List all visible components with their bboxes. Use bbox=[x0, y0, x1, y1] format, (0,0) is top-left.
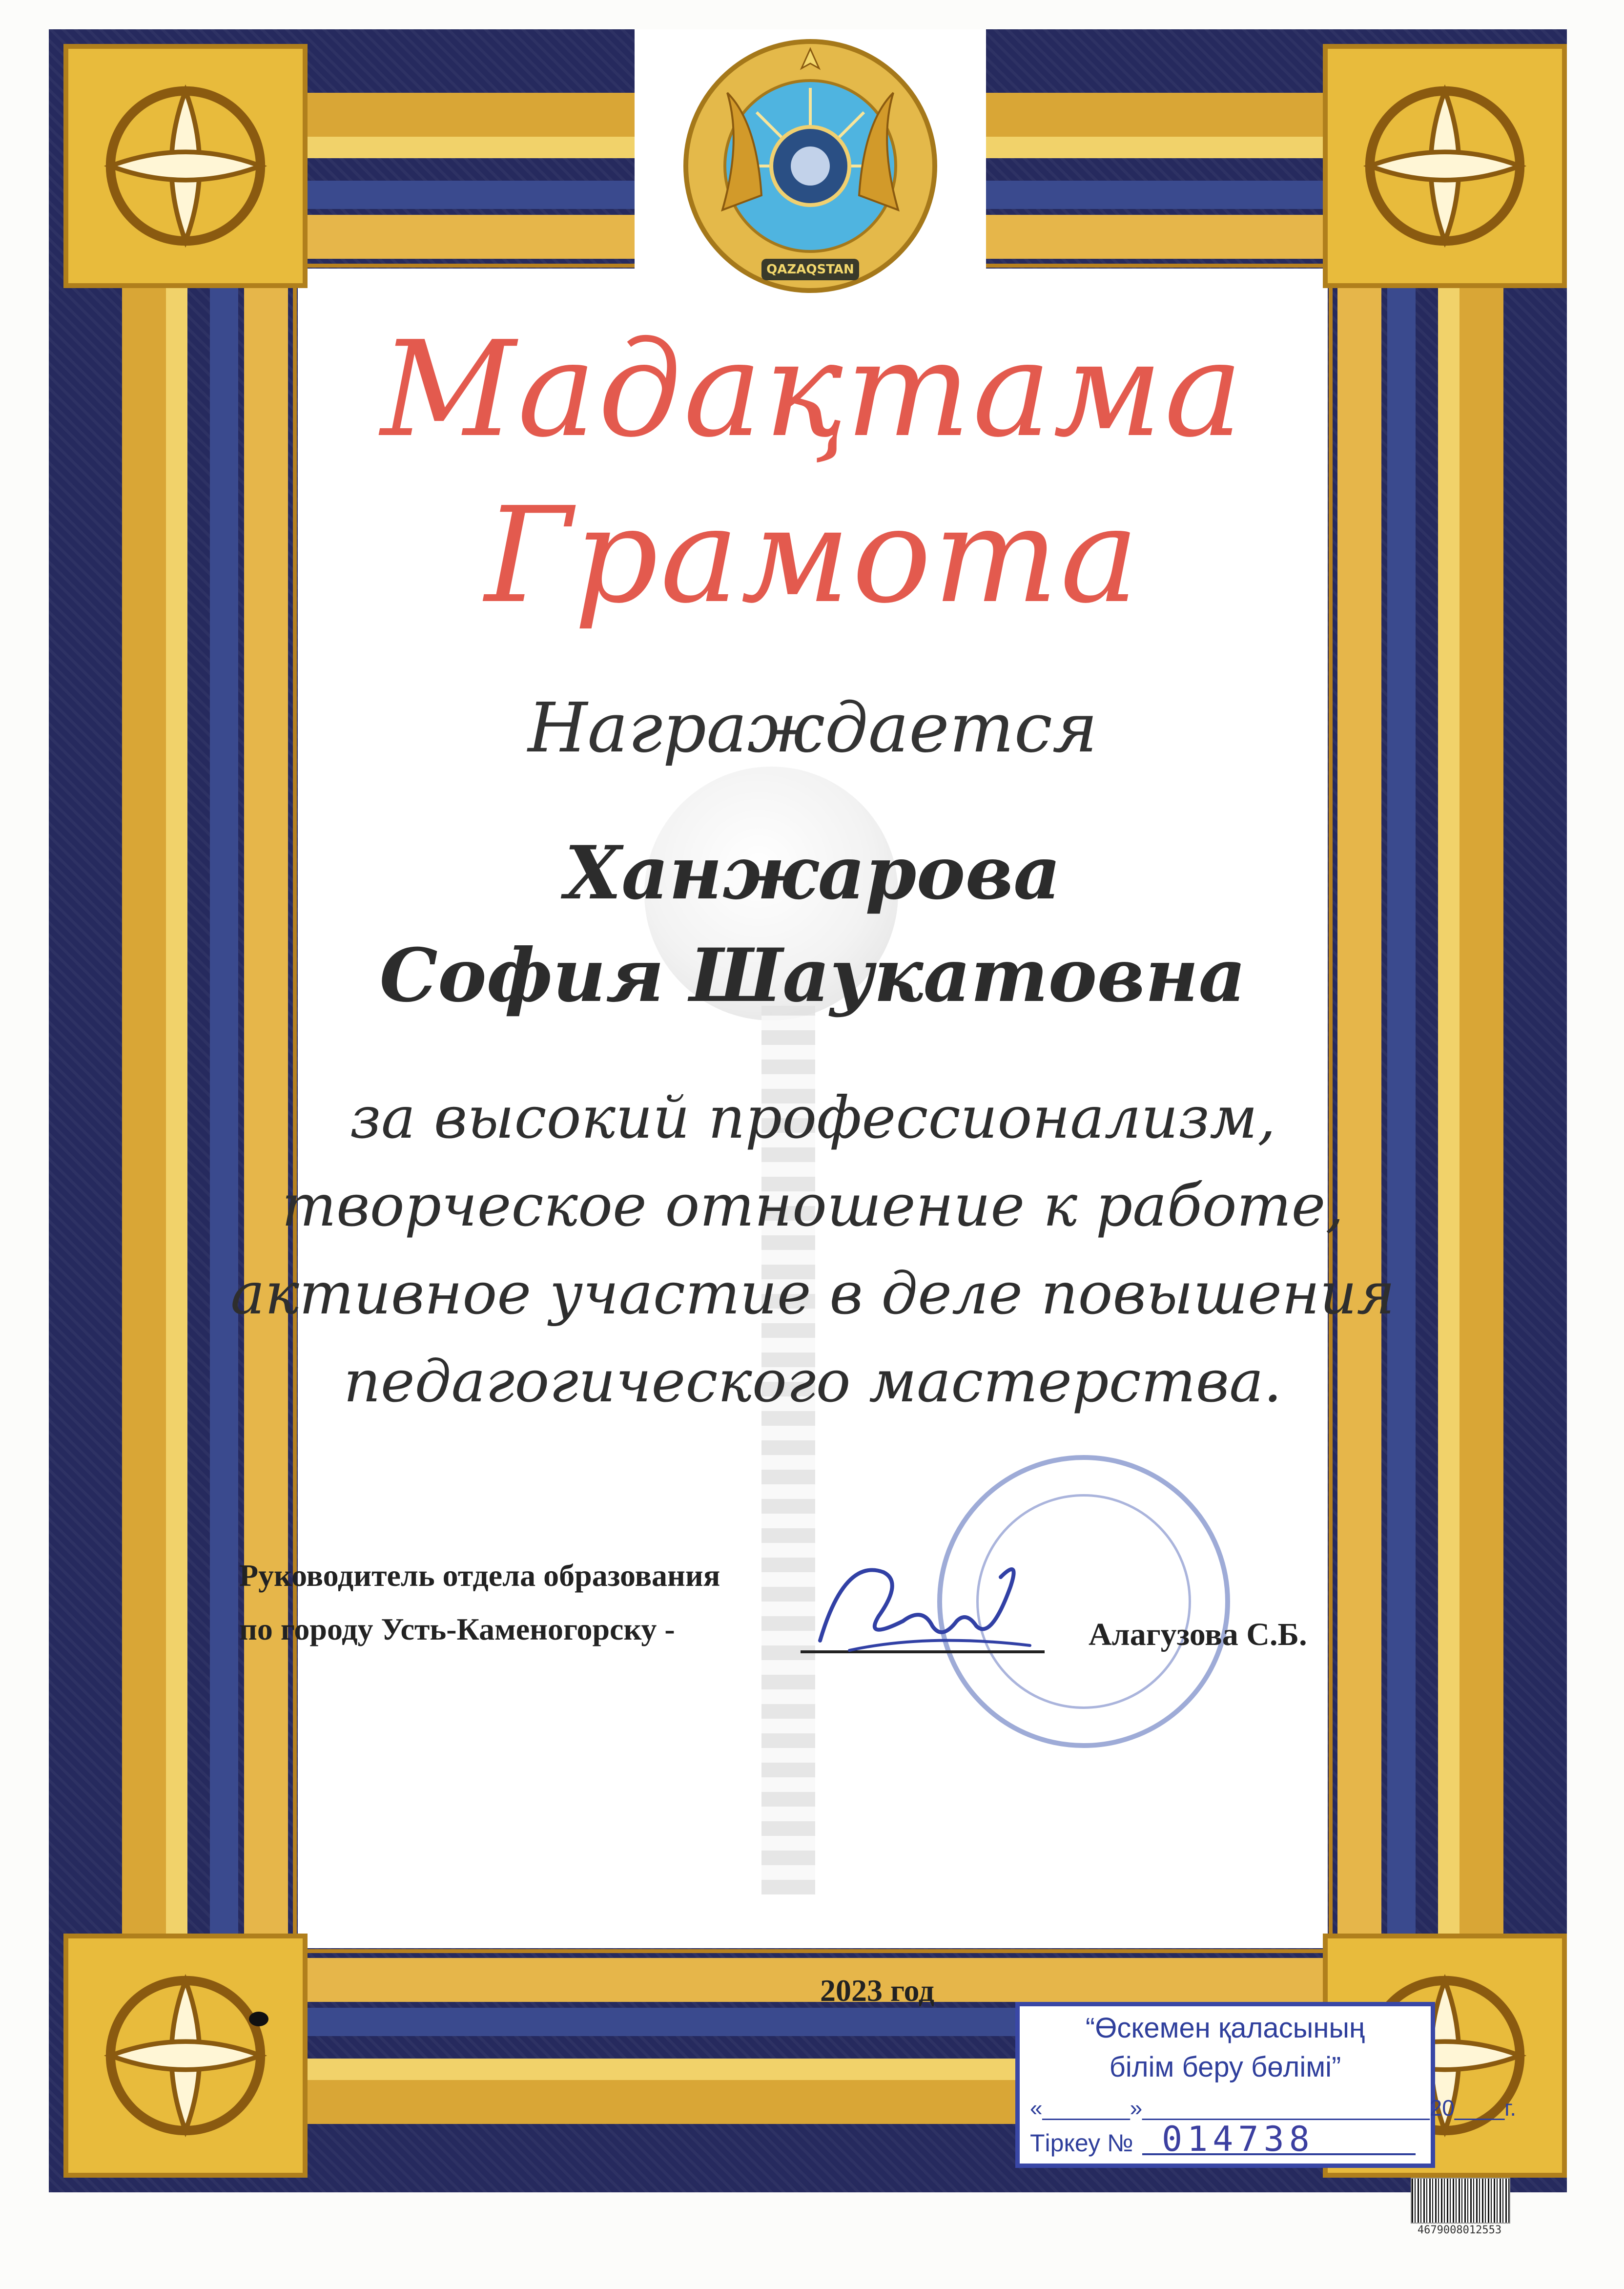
title-line-1: Мадақтама bbox=[380, 312, 1245, 466]
ornament-icon bbox=[68, 1938, 303, 2173]
ornament-icon bbox=[68, 49, 303, 283]
signatory-position-line-2: по городу Усть-Каменогорску - bbox=[239, 1612, 675, 1646]
handwritten-signature-icon bbox=[805, 1528, 1040, 1670]
ornament-icon bbox=[1328, 49, 1562, 283]
registration-org-line-1: “Өскемен қаласының bbox=[1085, 2012, 1365, 2044]
reason-line-3: активное участие в деле повышения bbox=[230, 1260, 1395, 1327]
reason-line-2: творческое отношение к работе, bbox=[282, 1172, 1344, 1239]
recipient-given-names: София Шаукатовна bbox=[379, 933, 1246, 1019]
award-heading: Награждается bbox=[528, 688, 1098, 768]
corner-ornament-top-left bbox=[63, 44, 308, 288]
corner-ornament-bottom-left bbox=[63, 1934, 308, 2178]
emblem-label: QAZAQSTAN bbox=[766, 262, 854, 277]
signatory-position-line-1: Руководитель отдела образования bbox=[239, 1558, 720, 1593]
registration-org-line-2: білім беру бөлімі” bbox=[1109, 2051, 1341, 2083]
title-line-2: Грамота bbox=[485, 479, 1141, 632]
barcode bbox=[1411, 2178, 1510, 2224]
corner-ornament-top-right bbox=[1323, 44, 1567, 288]
registration-number: 014738 bbox=[1162, 2119, 1315, 2159]
reason-line-4: педагогического мастерства. bbox=[343, 1348, 1282, 1415]
barcode-number: 4679008012553 bbox=[1417, 2224, 1502, 2236]
ink-spot bbox=[249, 2012, 268, 2026]
recipient-surname: Ханжарова bbox=[564, 830, 1061, 916]
reason-line-1: за высокий профессионализм, bbox=[349, 1084, 1276, 1151]
issue-year: 2023 год bbox=[820, 1973, 934, 2008]
registration-date-blank: «_______»_______________________20____г. bbox=[1030, 2095, 1517, 2121]
registration-number-label: Тіркеу № bbox=[1030, 2129, 1133, 2157]
signatory-name: Алагузова С.Б. bbox=[1089, 1617, 1307, 1652]
